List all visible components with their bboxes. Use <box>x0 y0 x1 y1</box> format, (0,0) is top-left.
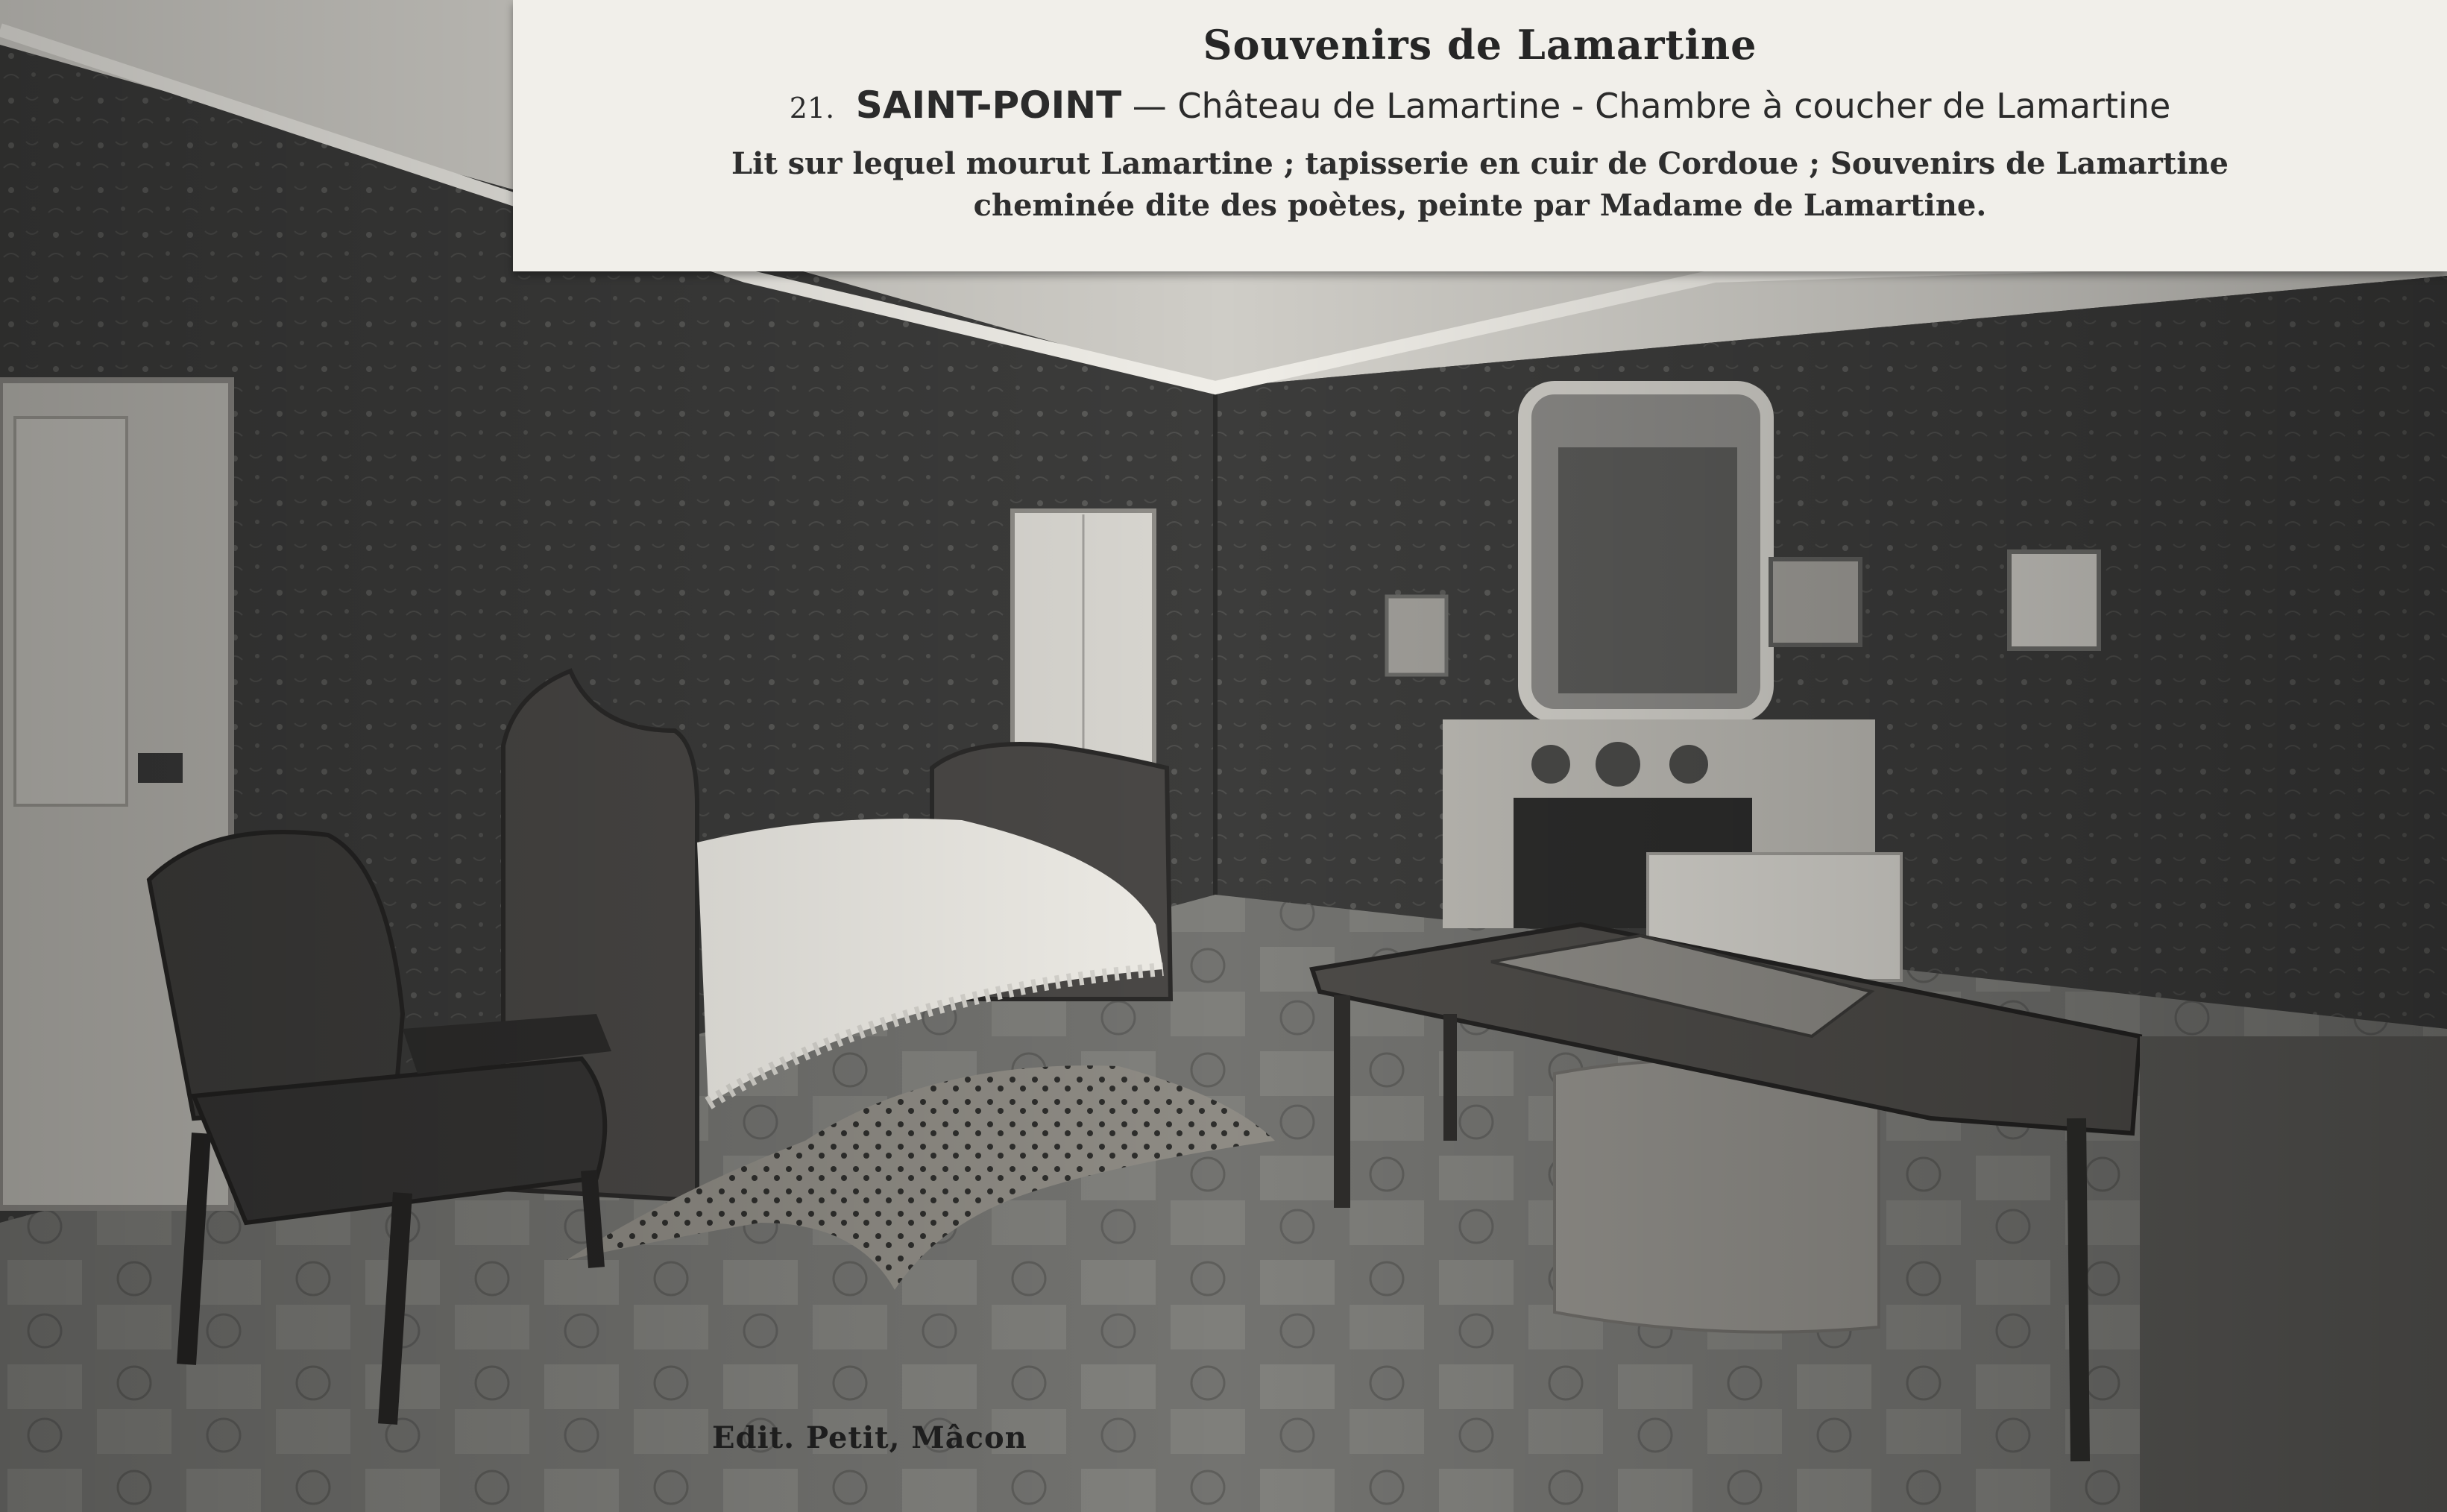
publisher-imprint: Edit. Petit, Mâcon <box>712 1420 1027 1455</box>
card-number: 21. <box>789 92 835 125</box>
description-line-1: Lit sur lequel mourut Lamartine ; tapisserie en cuir de Cordoue ; Souvenirs de Lamartine <box>731 146 2229 181</box>
caption-subtitle: — Château de Lamartine - Chambre à coucher de Lamartine <box>1132 86 2171 126</box>
caption-panel <box>513 0 2447 271</box>
caption-title: Souvenirs de Lamartine <box>1203 21 1757 69</box>
caption-description <box>513 143 2447 227</box>
caption-heading <box>513 84 2447 127</box>
place-name: SAINT-POINT <box>855 84 1122 127</box>
description-line-2: cheminée dite des poètes, peinte par Madame de Lamartine. <box>973 188 1987 223</box>
